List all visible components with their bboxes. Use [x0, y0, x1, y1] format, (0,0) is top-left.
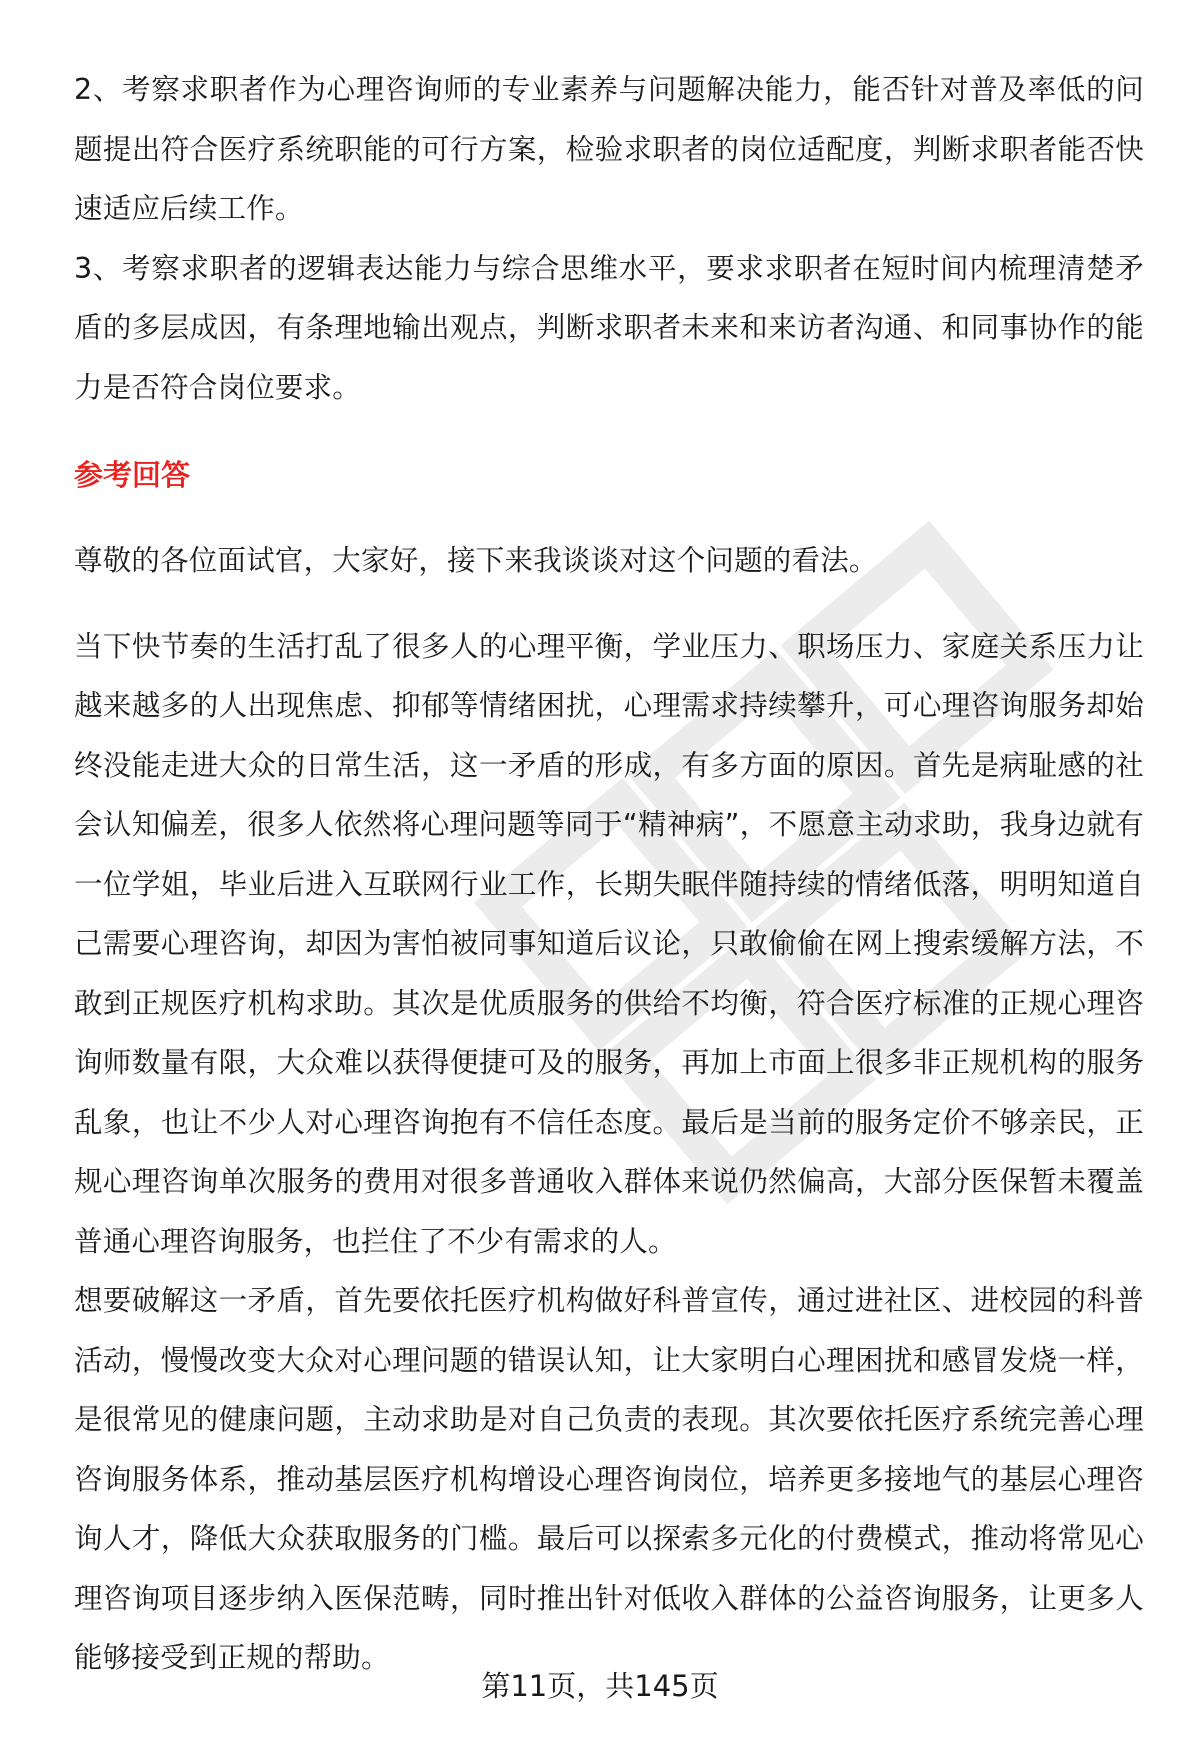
solution-paragraph: 想要破解这一矛盾，首先要依托医疗机构做好科普宣传，通过进社区、进校园的科普活动，慢慢改变大众对心理问题的错误认知，让大家明白心理困扰和感冒发烧一样，是很常见的健康问题，主动求助是对自己负责的表现。其次要依托医疗系统完善心理咨询服务体系，推动基层医疗机构增设心理咨询岗位，培养更多接地气的基层心理咨询人才，降低大众获取服务的门槛。最后可以探索多元化的付费模式，推动将常见心理咨询项目逐步纳入医保范畴，同时推出针对低收入群体的公益咨询服务，让更多人能够接受到正规的帮助。 — [74, 1284, 1144, 1674]
page-number-footer: 第11页，共145页 — [481, 1669, 719, 1703]
reference-answer-heading: 参考回答 — [74, 458, 191, 492]
analysis-paragraph: 当下快节奏的生活打乱了很多人的心理平衡，学业压力、职场压力、家庭关系压力让越来越多的人出现焦虑、抑郁等情绪困扰，心理需求持续攀升，可心理咨询服务却始终没能走进大众的日常生活，这一矛盾的形成，有多方面的原因。首先是病耻感的社会认知偏差，很多人依然将心理问题等同于“精神病”，不愿意主动求助，我身边就有一位学姐，毕业后进入互联网行业工作，长期失眠伴随持续的情绪低落，明明知道自己需要心理咨询，却因为害怕被同事知道后议论，只敢偷偷在网上搜索缓解方法，不敢到正规医疗机构求助。其次是优质服务的供给不均衡，符合医疗标准的正规心理咨询师数量有限，大众难以获得便捷可及的服务，再加上市面上很多非正规机构的服务乱象，也让不少人对心理咨询抱有不信任态度。最后是当前的服务定价不够亲民，正规心理咨询单次服务的费用对很多普通收入群体来说仍然偏高，大部分医保暂未覆盖普通心理咨询服务，也拦住了不少有需求的人。 — [74, 629, 1144, 1258]
criteria-item-2: 2、考察求职者作为心理咨询师的专业素养与问题解决能力，能否针对普及率低的问题提出符合医疗系统职能的可行方案，检验求职者的岗位适配度，判断求职者能否快速适应后续工作。 — [74, 73, 1144, 225]
greeting-paragraph: 尊敬的各位面试官，大家好，接下来我谈谈对这个问题的看法。 — [74, 544, 878, 577]
document-page — [74, 60, 1144, 1688]
criteria-item-3: 3、考察求职者的逻辑表达能力与综合思维水平，要求求职者在短时间内梳理清楚矛盾的多层成因，有条理地输出观点，判断求职者未来和来访者沟通、和同事协作的能力是否符合岗位要求。 — [74, 251, 1144, 404]
